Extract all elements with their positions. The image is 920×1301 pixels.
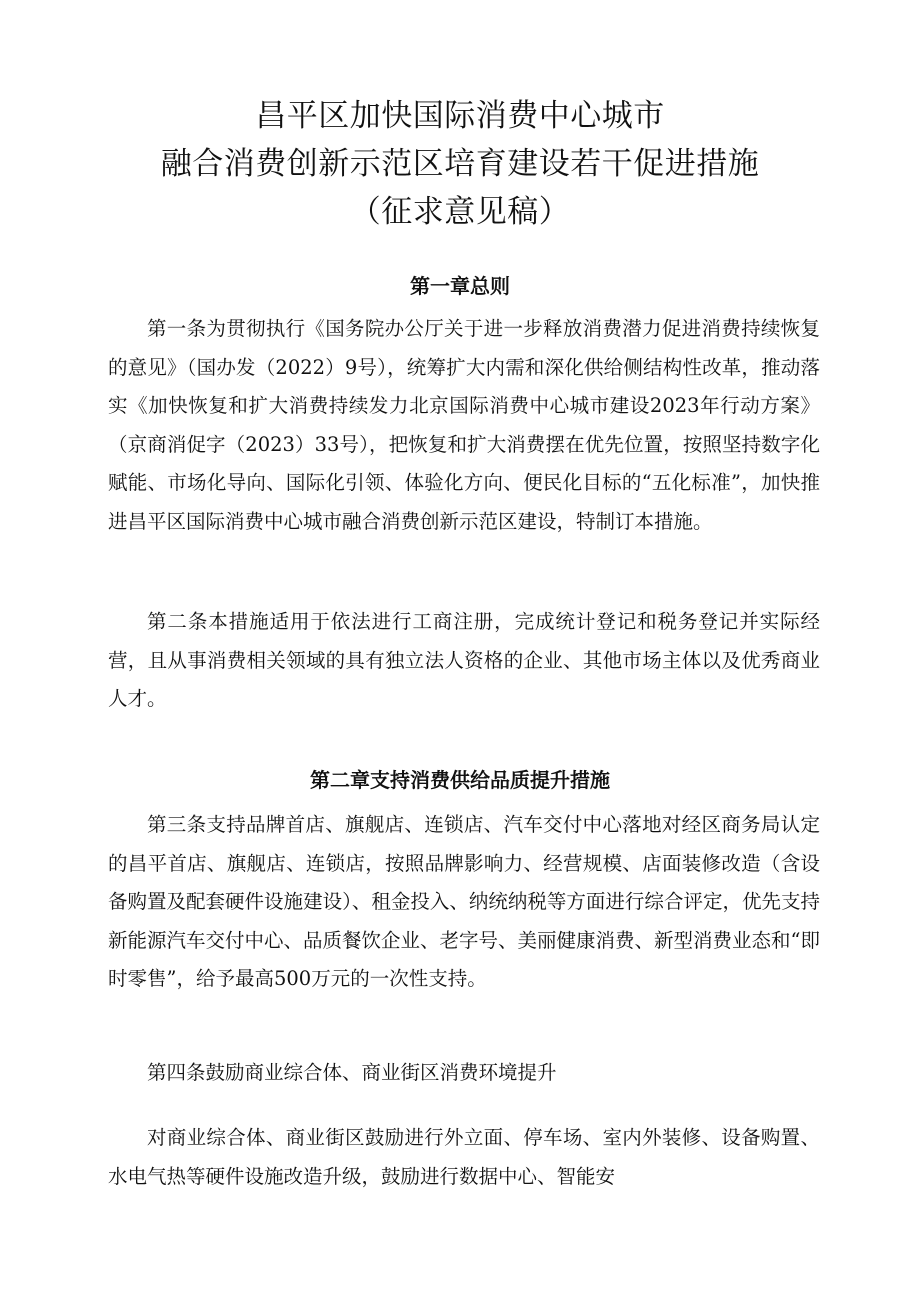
article-1-paragraph: 第一条为贯彻执行《国务院办公厅关于进一步释放消费潜力促进消费持续恢复的意见》（国办发（2022）9号），统筹扩大内需和深化供给侧结构性改革，推动落实《加快恢复和扩大消费持续发力北京国际消费中心城市建设2023年行动方案》（京商消促字（2023）33号），把恢复和扩大消费摆在优先位置，按照坚持数字化赋能、市场化导向、国际化引领、体验化方向、便民化目标的“五化标准”，加快推进昌平区国际消费中心城市融合消费创新示范区建设，特制订本措施。	[108, 317, 820, 533]
article-4-heading: 第四条鼓励商业综合体、商业街区消费环境提升	[147, 1061, 557, 1084]
article-2-paragraph: 第二条本措施适用于依法进行工商注册，完成统计登记和税务登记并实际经营，且从事消费相关领域的具有独立法人资格的企业、其他市场主体以及优秀商业人才。	[108, 610, 820, 710]
chapter-heading-2: 第二章支持消费供给品质提升措施	[310, 768, 610, 792]
title-line-1: 昌平区加快国际消费中心城市	[255, 98, 665, 134]
chapter-heading-1: 第一章总则	[410, 274, 510, 298]
title-line-2: 融合消费创新示范区培育建设若干促进措施	[160, 146, 760, 182]
article-3-paragraph: 第三条支持品牌首店、旗舰店、连锁店、汽车交付中心落地对经区商务局认定的昌平首店、旗舰店、连锁店，按照品牌影响力、经营规模、店面装修改造（含设备购置及配套硬件设施建设）、租金投入、纳统纳税等方面进行综合评定，优先支持新能源汽车交付中心、品质餐饮企业、老字号、美丽健康消费、新型消费业态和“即时零售”，给予最高500万元的一次性支持。	[108, 813, 820, 990]
title-line-3: （征求意见稿）	[349, 194, 571, 230]
document-title	[0, 92, 920, 236]
article-4-body: 对商业综合体、商业街区鼓励进行外立面、停车场、室内外装修、设备购置、水电气热等硬件设施改造升级，鼓励进行数据中心、智能安	[108, 1126, 820, 1188]
